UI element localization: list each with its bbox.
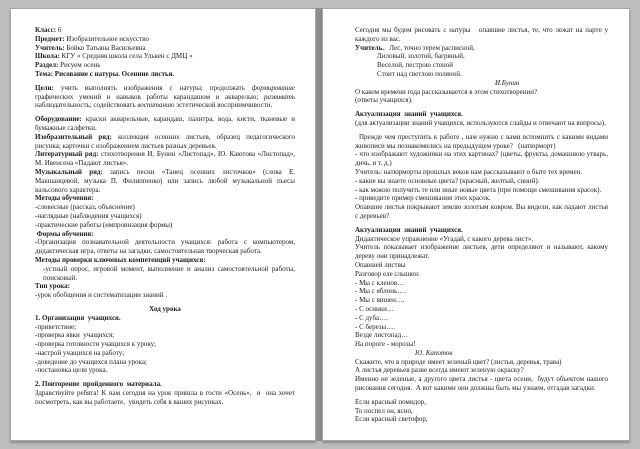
text-run: (для актуализации знаний учащихся, используются слайды и отвечают на вопросы). bbox=[355, 118, 606, 127]
text-line bbox=[355, 358, 608, 367]
text-line bbox=[355, 203, 608, 221]
text-line bbox=[35, 358, 295, 367]
text-line bbox=[355, 150, 608, 168]
text-line bbox=[355, 79, 608, 88]
text-run: стихотворения И. Бунин «Листопад», Ю. Каютова «Листопад», М. Ивенсена «Падают листья». bbox=[35, 150, 297, 168]
text-run: - Мы с яблонь…. bbox=[355, 287, 406, 296]
text-run: А листья деревьев разве всегда имеют зеленую окраску? bbox=[355, 366, 524, 375]
text-line bbox=[355, 270, 608, 279]
text-line bbox=[355, 194, 608, 203]
text-line bbox=[35, 84, 295, 110]
text-run: Изобразительный ряд: bbox=[35, 132, 119, 141]
text-line bbox=[35, 256, 295, 265]
text-run: И.Бунин bbox=[495, 78, 520, 87]
text-run: Ю. Капотов bbox=[415, 348, 453, 357]
text-run: - С осинки… bbox=[355, 304, 394, 313]
text-run: Школа: bbox=[35, 52, 62, 61]
text-line bbox=[35, 389, 295, 407]
text-run: Формы обучения: bbox=[35, 229, 94, 238]
text-run: Музыкальный ряд: bbox=[35, 167, 110, 176]
text-line bbox=[355, 287, 608, 296]
text-run: Учитель: натюрморты прошлых веков нам рассказывают о быте тех времен. bbox=[355, 167, 583, 176]
text-run: Веселой, пестрою стеной bbox=[377, 61, 454, 70]
text-run: Класс: bbox=[35, 26, 58, 34]
text-line bbox=[35, 282, 295, 291]
text-run: Если красный помидор, bbox=[355, 397, 427, 406]
text-run: учить выполнять изображения с натуры; продолжать bbox=[60, 83, 252, 92]
text-run: Именно не зеленые, а другого цвета листья - цвета осени, будут объектом нашего рисования сегодня. А вот какими они должны быть мы узнаем, отгадав загадки. bbox=[355, 375, 610, 393]
text-line bbox=[35, 265, 295, 283]
text-run: краски акварельные, карандаш, палитра, вода, кисти, тканевые и бумажные салфетки. bbox=[35, 115, 297, 132]
text-run: эстетической восприимчивости. bbox=[174, 101, 273, 110]
text-line bbox=[355, 70, 608, 79]
text-line bbox=[355, 279, 608, 288]
text-run: О каком времени года рассказывается в этом стихотворении? bbox=[355, 87, 538, 96]
text-run: Если красный светофор, bbox=[355, 415, 428, 424]
text-run: Стоит над светлою поляной. bbox=[377, 69, 462, 78]
text-run: - какие вы знаете основные цвета? (красный, желтый, синий). bbox=[355, 176, 540, 185]
text-run: Прежде чем преступить к работе , нам нужно с вами вспомнить с какими видами живописи мы познакомились на предыдущем уроке? (натюрморт) bbox=[355, 132, 610, 150]
text-line bbox=[355, 243, 608, 261]
text-run: Опавшие листья покрывают землю золотым ковром. Вы видели, как падают листья с деревьев? bbox=[355, 203, 610, 220]
text-line bbox=[355, 44, 608, 53]
text-run: Актуализация знаний учащихся. bbox=[355, 225, 463, 234]
text-run: графических умений и навыков работы карандашом и акварелью; bbox=[35, 83, 297, 101]
text-line bbox=[355, 235, 608, 244]
text-run: 2. Повторение пройденного материала. bbox=[35, 380, 162, 389]
text-line bbox=[35, 26, 295, 35]
text-line bbox=[355, 415, 608, 424]
text-run: Цели: bbox=[35, 83, 61, 92]
text-line bbox=[355, 186, 608, 195]
text-line bbox=[35, 366, 295, 375]
text-line bbox=[35, 61, 295, 70]
text-run: -проверка готовности учащихся к уроку; bbox=[35, 340, 157, 349]
text-run: Лес, точно терем расписной, bbox=[384, 43, 475, 52]
text-run: Актуализация знаний учащихся. bbox=[355, 110, 463, 119]
text-run: На пороге - морозы! bbox=[355, 340, 416, 349]
text-line bbox=[35, 70, 295, 79]
text-line bbox=[35, 203, 295, 212]
text-run: То поспел он, ясно, bbox=[355, 406, 413, 415]
text-run: Опавшей листвы bbox=[355, 260, 406, 269]
text-line bbox=[355, 226, 608, 235]
text-line bbox=[355, 133, 608, 151]
text-run: Здравствуйте ребята! К нам сегодня на урок пришла в гости «Осень», и она хочет посмотреть, как вы работаете, увидеть себя в ваших рисунках. bbox=[35, 389, 297, 406]
text-run: Предмет: bbox=[35, 34, 67, 43]
text-run: Лиловый, золотой, багряный, bbox=[377, 52, 465, 61]
text-run: Методы обучения: bbox=[35, 194, 94, 203]
text-line bbox=[35, 305, 295, 314]
text-line bbox=[355, 96, 608, 105]
text-run: Разговор еле слышен: bbox=[355, 269, 420, 278]
text-line bbox=[355, 26, 608, 44]
text-line bbox=[355, 52, 608, 61]
text-line bbox=[355, 349, 608, 358]
text-line bbox=[35, 323, 295, 332]
text-run: развивать bbox=[263, 92, 295, 101]
text-run: воспитанию bbox=[137, 101, 175, 110]
text-run: -наглядные (наблюдения учащихся) bbox=[35, 211, 142, 220]
text-line bbox=[355, 110, 608, 119]
text-line bbox=[355, 314, 608, 323]
text-line bbox=[35, 35, 295, 44]
document-page-right bbox=[322, 8, 630, 441]
text-run: 1. Организация учащихся. bbox=[35, 313, 121, 322]
text-run: - что изображают художники на этих картинах? (цветы, фрукты, домашнюю утварь, дичь, и т. д.) bbox=[355, 150, 610, 168]
text-run: Рисуем осень bbox=[60, 61, 101, 70]
text-run: -приветствие; bbox=[35, 322, 77, 331]
text-run: запись песни «Танец осенних листочков» (слова Е. Макшанцевой, музыка П. Филиппенко) или запись любой музыкальной пьесы вальсового характера. bbox=[35, 167, 297, 194]
text-line bbox=[35, 340, 295, 349]
text-run: -доведение до учащихся плана урока; bbox=[35, 357, 147, 366]
text-run: -словесные (рассказ, объяснение) bbox=[35, 203, 135, 212]
text-line bbox=[35, 238, 295, 256]
text-run: Тема: Рисование с натуры. Осенние листья. bbox=[35, 69, 175, 78]
text-line bbox=[355, 366, 608, 375]
text-line bbox=[355, 398, 608, 407]
text-line bbox=[35, 115, 295, 133]
text-run: Тип урока: bbox=[35, 282, 70, 291]
text-run: (ответы учащихся). bbox=[355, 96, 413, 105]
text-line bbox=[355, 296, 608, 305]
text-run: Раздел: bbox=[35, 61, 61, 70]
text-run: Ход урока bbox=[149, 304, 181, 313]
text-run: -урок обобщения и систематизации знаний . bbox=[35, 291, 168, 300]
text-run: Учитель. bbox=[355, 43, 385, 52]
text-line bbox=[35, 331, 295, 340]
text-run: Учитель: bbox=[35, 43, 67, 52]
text-run: Бойко Татьяна Васильевна bbox=[66, 43, 146, 52]
text-run: - Мы с вишен…. bbox=[355, 296, 405, 305]
text-run: Оборудование: bbox=[35, 115, 86, 124]
text-line bbox=[355, 119, 608, 128]
text-run: - С березы…. bbox=[355, 322, 395, 331]
text-run: Везде листопад… bbox=[355, 331, 409, 340]
text-run: Скажите, что в природе имеет зеленый цвет? (листья, деревья, трава) bbox=[355, 357, 562, 366]
document-page-left bbox=[10, 8, 316, 441]
text-run: -устный опрос, игровой момент, выполнение и анализ самостоятельной работы, поисковый. bbox=[43, 264, 297, 282]
text-line bbox=[35, 221, 295, 230]
text-run: Дидактическое упражнение «Угадай, с какого дерева лист». bbox=[355, 234, 534, 243]
text-line bbox=[35, 380, 295, 389]
text-run: - как можно получить те или иные новые цвета (при помощи смешивания красок). bbox=[355, 185, 602, 194]
text-line bbox=[35, 230, 295, 239]
text-run: Литературный ряд: bbox=[35, 150, 102, 159]
text-line bbox=[355, 88, 608, 97]
text-run: наблюдательность; содействовать bbox=[35, 92, 297, 110]
text-run: -постановка цели урока. bbox=[35, 366, 108, 375]
text-line bbox=[355, 323, 608, 332]
text-line bbox=[355, 168, 608, 177]
text-line bbox=[355, 177, 608, 186]
text-run: -Организация познавательной деятельности учащихся: работа с компьютером, дидактическая игра, ответы на загадки, самостоятельная творческая работа. bbox=[35, 238, 297, 256]
text-line bbox=[35, 44, 295, 53]
text-run: Учитель показывает изображение листьев, дети определяют и называют, какому дереву они принадлежат. bbox=[355, 243, 610, 261]
text-run: Изобразительное искусство bbox=[66, 34, 149, 43]
text-run: -практические работы (импровизация формы) bbox=[35, 220, 173, 229]
text-line bbox=[35, 194, 295, 203]
text-line bbox=[35, 349, 295, 358]
text-run: Сегодня мы будем рисовать с натуры опавшие листья, те, что лежат на парте у каждого из вас. bbox=[355, 26, 610, 43]
text-line bbox=[355, 375, 608, 393]
text-line bbox=[355, 340, 608, 349]
text-line bbox=[355, 61, 608, 70]
text-run: - приведите пример смешивания этих красок. bbox=[355, 194, 491, 203]
text-line bbox=[355, 261, 608, 270]
text-line bbox=[35, 52, 295, 61]
text-run: коллекция осенних листьев, образец педагогического рисунка; карточки с изображением листьев разных деревьев. bbox=[35, 132, 297, 150]
text-line bbox=[35, 314, 295, 323]
text-run: формирование bbox=[251, 83, 295, 92]
text-run: 6 bbox=[57, 26, 62, 34]
text-line bbox=[355, 407, 608, 416]
text-line bbox=[35, 133, 295, 151]
text-line bbox=[35, 150, 295, 168]
text-line bbox=[35, 291, 295, 300]
text-run: Методы проверки ключевых компетенций учащихся: bbox=[35, 255, 206, 264]
text-line bbox=[355, 305, 608, 314]
text-run: - С дуба…. bbox=[355, 313, 388, 322]
text-run: - Мы с кленов… bbox=[355, 278, 405, 287]
text-run: -проверка явки учащихся; bbox=[35, 331, 115, 340]
text-run: КГУ « Средняя школа села Улькен с ДМЦ » bbox=[61, 52, 193, 61]
text-run: -настрой учащихся на работу; bbox=[35, 348, 125, 357]
text-line bbox=[35, 212, 295, 221]
text-line bbox=[355, 331, 608, 340]
text-line bbox=[35, 168, 295, 194]
